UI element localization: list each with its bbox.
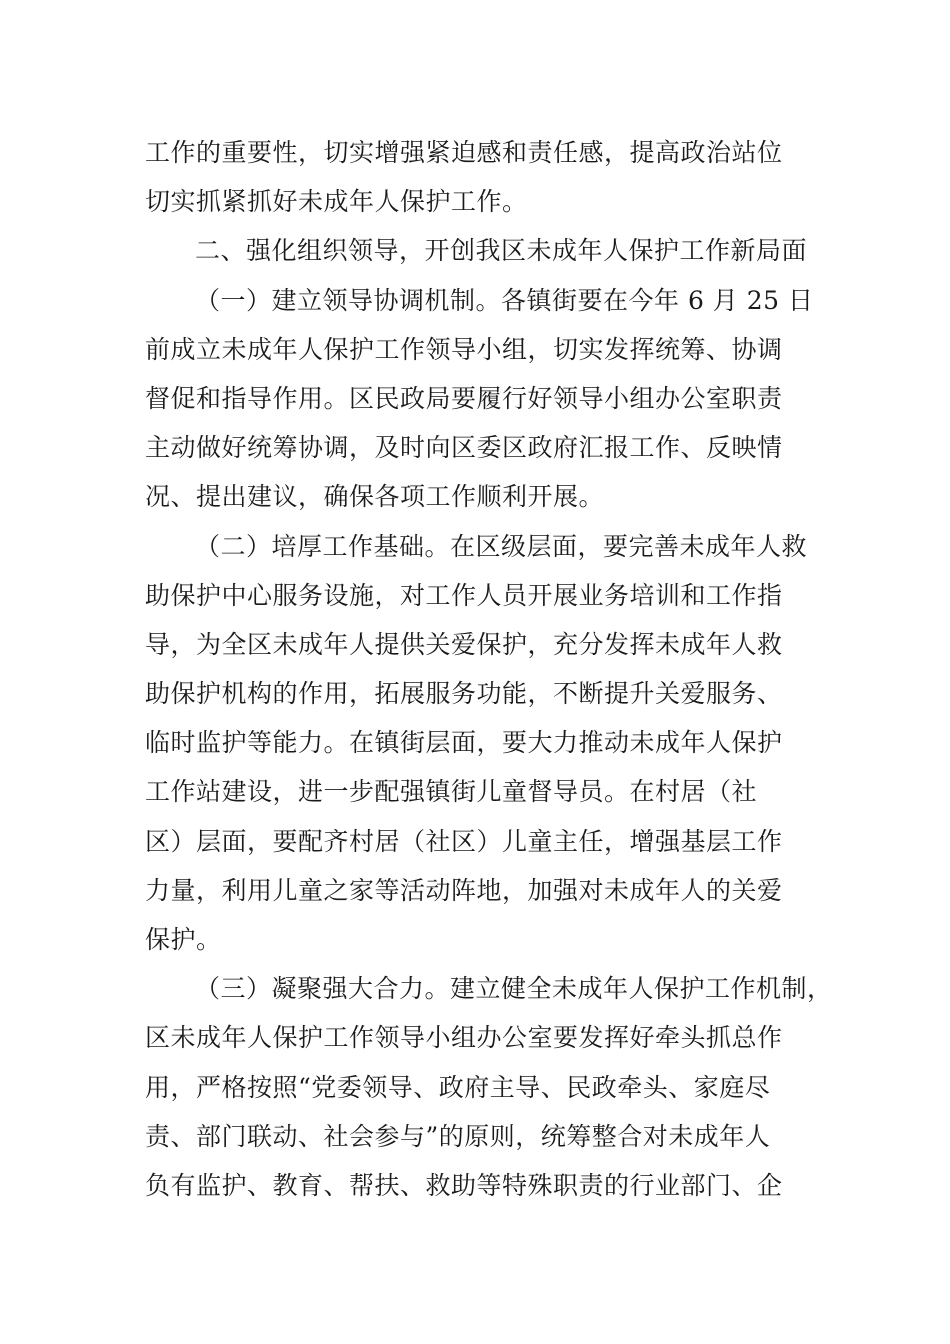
section-heading-text: 二、强化组织领导，开创我区未成年人保护工作新局面 [195, 236, 808, 266]
text-line: 工作的重要性，切实增强紧迫感和责任感，提高政治站位 [145, 138, 783, 167]
text-line: （一）建立领导协调机制。各镇街要在今年 6 月 25 日 [195, 285, 814, 315]
text-line: 工作站建设，进一步配强镇街儿童督导员。在村居（社 [145, 777, 758, 807]
paragraph-intro [145, 128, 825, 226]
text-line: 督促和指导作用。区民政局要履行好领导小组办公室职责 [145, 383, 783, 413]
text-line: 负有监护、教育、帮扶、救助等特殊职责的行业部门、企 [145, 1170, 783, 1200]
paragraph-leadership-mechanism [145, 276, 825, 522]
text-line: 切实抓紧抓好未成年人保护工作。 [145, 187, 528, 217]
document-body [145, 128, 833, 1210]
text-line: 况、提出建议，确保各项工作顺利开展。 [145, 482, 605, 512]
paragraph-joint-force [145, 964, 833, 1210]
text-line: 主动做好统筹协调，及时向区委区政府汇报工作、反映情 [145, 433, 783, 463]
section-heading [145, 226, 825, 275]
text-line: 前成立未成年人保护工作领导小组，切实发挥统筹、协调 [145, 334, 783, 364]
text-line: 责、部门联动、社会参与”的原则，统筹整合对未成年人 [145, 1121, 771, 1151]
text-line: 用，严格按照“党委领导、政府主导、民政牵头、家庭尽 [145, 1072, 771, 1102]
text-line: 临时监护等能力。在镇街层面，要大力推动未成年人保护 [145, 728, 783, 758]
text-line: 区未成年人保护工作领导小组办公室要发挥好牵头抓总作 [145, 1023, 783, 1053]
text-line: （三）凝聚强大合力。建立健全未成年人保护工作机制， [195, 974, 833, 1004]
paragraph-work-foundation [145, 522, 825, 965]
text-line: 导，为全区未成年人提供关爱保护，充分发挥未成年人救 [145, 629, 783, 659]
text-line: 区）层面，要配齐村居（社区）儿童主任，增强基层工作 [145, 826, 783, 856]
text-line: 保护。 [145, 925, 222, 954]
text-line: 助保护中心服务设施，对工作人员开展业务培训和工作指 [145, 580, 783, 610]
text-line: 助保护机构的作用，拓展服务功能，不断提升关爱服务、 [145, 679, 783, 709]
text-line: （二）培厚工作基础。在区级层面，要完善未成年人救 [195, 531, 808, 561]
text-line: 力量，利用儿童之家等活动阵地，加强对未成年人的关爱 [145, 875, 783, 905]
